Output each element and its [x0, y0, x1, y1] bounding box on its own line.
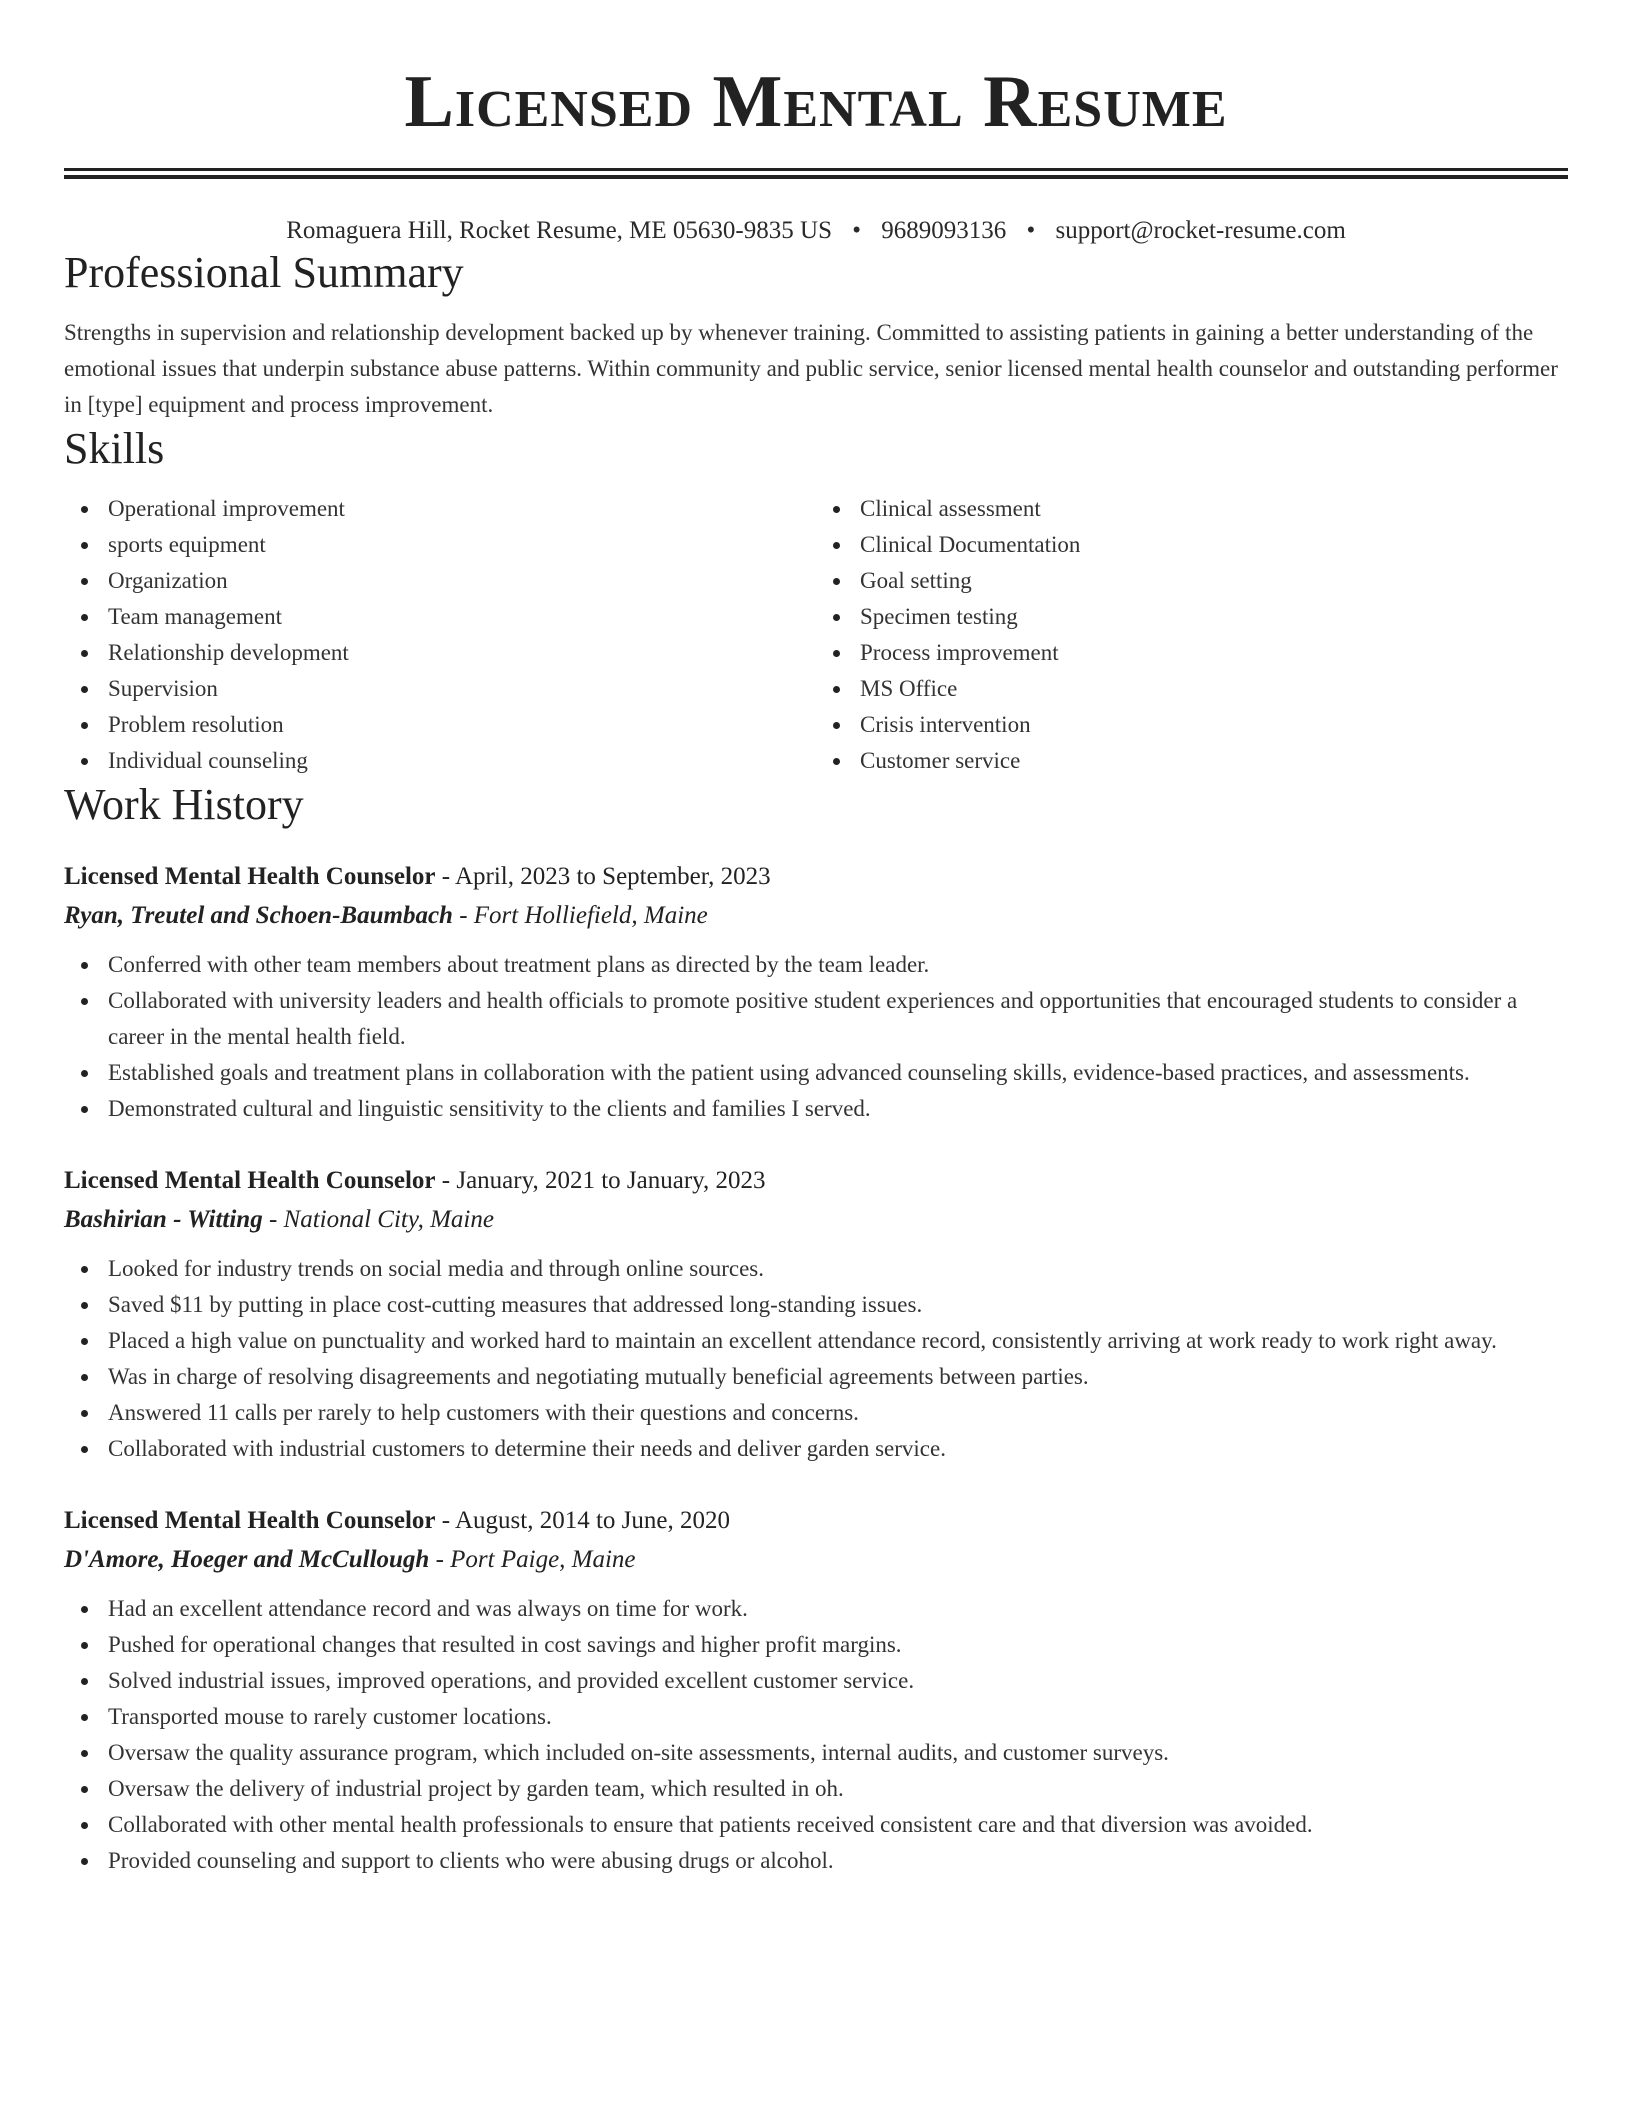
company-location: - National City, Maine	[262, 1206, 494, 1233]
skills-list	[64, 491, 1568, 779]
job-title: Licensed Mental Health Counselor	[64, 1167, 436, 1194]
job-bullet: Oversaw the delivery of industrial project by garden team, which resulted in oh.	[108, 1771, 1568, 1807]
skill-item: Crisis intervention	[860, 707, 1568, 743]
skill-item: Supervision	[108, 671, 816, 707]
skill-item: Organization	[108, 563, 816, 599]
job-bullet: Collaborated with university leaders and health officials to promote positive student experiences and opportunities that encouraged students to consider a career in the mental health field.	[108, 983, 1568, 1055]
job-bullet: Pushed for operational changes that resulted in cost savings and higher profit margins.	[108, 1627, 1568, 1663]
job-bullet: Placed a high value on punctuality and worked hard to maintain an excellent attendance record, consistently arriving at work ready to work right away.	[108, 1323, 1568, 1359]
skill-item: Individual counseling	[108, 743, 816, 779]
job-bullet: Had an excellent attendance record and was always on time for work.	[108, 1591, 1568, 1627]
job-header	[64, 857, 1568, 897]
job-employer	[64, 1201, 1568, 1239]
job-bullet: Collaborated with industrial customers to determine their needs and deliver garden service.	[108, 1431, 1568, 1467]
job-responsibilities	[64, 1591, 1568, 1879]
job-bullet: Solved industrial issues, improved operations, and provided excellent customer service.	[108, 1663, 1568, 1699]
job-bullet: Provided counseling and support to clients who were abusing drugs or alcohol.	[108, 1843, 1568, 1879]
job-header	[64, 1161, 1568, 1201]
job-bullet: Answered 11 calls per rarely to help customers with their questions and concerns.	[108, 1395, 1568, 1431]
company-location: - Port Paige, Maine	[429, 1546, 636, 1573]
job-bullet: Established goals and treatment plans in collaboration with the patient using advanced counseling skills, evidence-based practices, and assessments.	[108, 1055, 1568, 1091]
contact-line	[64, 215, 1568, 247]
skill-item: Problem resolution	[108, 707, 816, 743]
skill-item: MS Office	[860, 671, 1568, 707]
job-entry	[64, 1501, 1568, 1879]
job-title: Licensed Mental Health Counselor	[64, 1507, 436, 1534]
skill-item: Relationship development	[108, 635, 816, 671]
job-employer	[64, 897, 1568, 935]
contact-email: support@rocket-resume.com	[1055, 217, 1346, 244]
skills-heading: Skills	[64, 424, 165, 473]
job-employer	[64, 1541, 1568, 1579]
job-header	[64, 1501, 1568, 1541]
skill-item: Customer service	[860, 743, 1568, 779]
skill-item: Team management	[108, 599, 816, 635]
skills-column-right	[816, 491, 1568, 779]
job-dates: - January, 2021 to January, 2023	[435, 1167, 766, 1194]
job-bullet: Oversaw the quality assurance program, which included on-site assessments, internal audits, and customer surveys.	[108, 1735, 1568, 1771]
skill-item: Clinical assessment	[860, 491, 1568, 527]
job-entry	[64, 857, 1568, 1127]
skill-item: Process improvement	[860, 635, 1568, 671]
contact-separator: •	[852, 217, 861, 244]
company-location: - Fort Holliefield, Maine	[452, 902, 708, 929]
work-history-list	[64, 857, 1568, 1879]
contact-phone: 9689093136	[881, 217, 1007, 244]
summary-heading: Professional Summary	[64, 248, 464, 297]
job-bullet: Looked for industry trends on social media and through online sources.	[108, 1251, 1568, 1287]
summary-text: Strengths in supervision and relationship development backed up by whenever training. Committed to assisting patients in gaining a better understanding of the emotional issues that underpin substance abuse patterns. Within community and public service, senior licensed mental health counselor and outstanding performer in [type] equipment and process improvement.	[64, 320, 1558, 417]
work-history-heading: Work History	[64, 780, 304, 829]
skill-item: Operational improvement	[108, 491, 816, 527]
company-name: Ryan, Treutel and Schoen-Baumbach	[64, 902, 453, 929]
job-bullet: Conferred with other team members about treatment plans as directed by the team leader.	[108, 947, 1568, 983]
job-entry	[64, 1161, 1568, 1467]
job-bullet: Was in charge of resolving disagreements and negotiating mutually beneficial agreements between parties.	[108, 1359, 1568, 1395]
resume-title: Licensed Mental Resume	[404, 61, 1228, 143]
job-bullet: Collaborated with other mental health professionals to ensure that patients received consistent care and that diversion was avoided.	[108, 1807, 1568, 1843]
company-name: D'Amore, Hoeger and McCullough	[64, 1546, 430, 1573]
job-bullet: Saved $11 by putting in place cost-cutting measures that addressed long-standing issues.	[108, 1287, 1568, 1323]
job-dates: - August, 2014 to June, 2020	[435, 1507, 730, 1534]
skill-item: Clinical Documentation	[860, 527, 1568, 563]
job-dates: - April, 2023 to September, 2023	[435, 863, 771, 890]
job-title: Licensed Mental Health Counselor	[64, 863, 436, 890]
job-bullet: Demonstrated cultural and linguistic sensitivity to the clients and families I served.	[108, 1091, 1568, 1127]
job-responsibilities	[64, 947, 1568, 1127]
skill-item: sports equipment	[108, 527, 816, 563]
company-name: Bashirian - Witting	[64, 1206, 263, 1233]
contact-address: Romaguera Hill, Rocket Resume, ME 05630-9835 US	[286, 217, 832, 244]
job-bullet: Transported mouse to rarely customer locations.	[108, 1699, 1568, 1735]
skills-column-left	[64, 491, 816, 779]
contact-separator: •	[1026, 217, 1036, 244]
title-double-rule	[64, 168, 1568, 179]
skill-item: Goal setting	[860, 563, 1568, 599]
job-responsibilities	[64, 1251, 1568, 1467]
skill-item: Specimen testing	[860, 599, 1568, 635]
